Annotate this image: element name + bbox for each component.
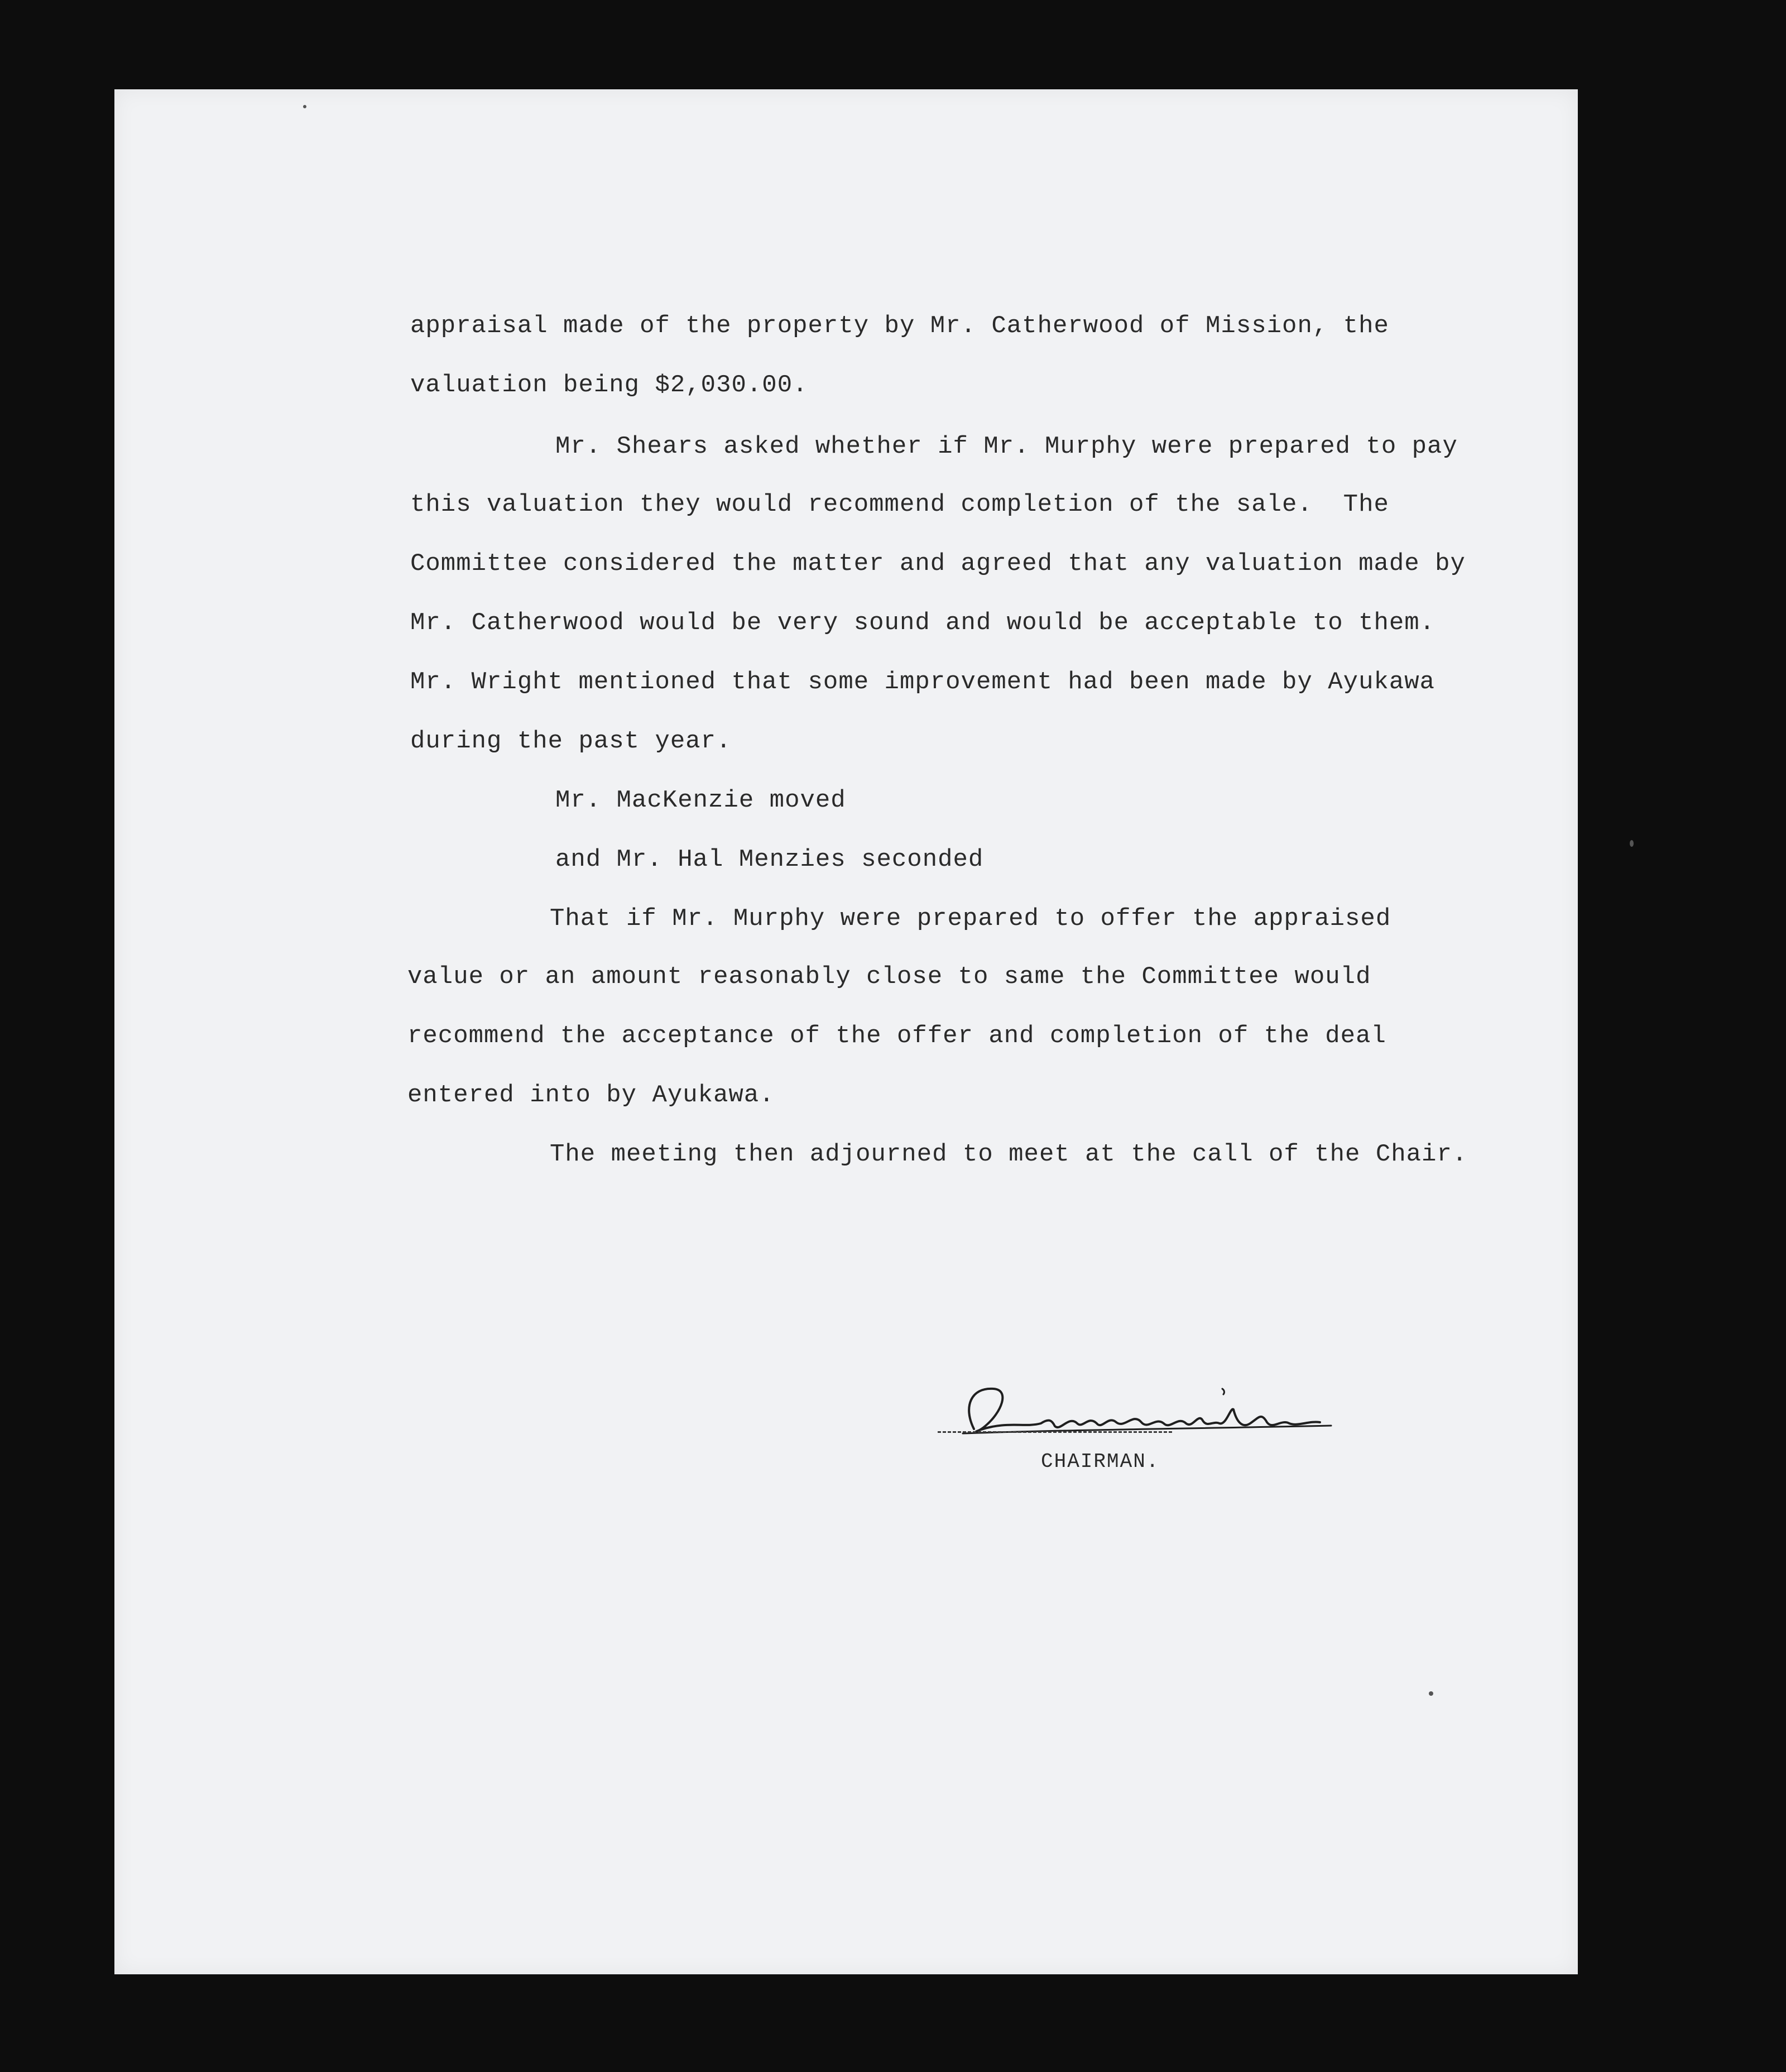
scan-speck xyxy=(1429,1691,1433,1696)
text-line-7: Mr. Wright mentioned that some improvement had been made by Ayukawa xyxy=(410,668,1435,696)
signature-line xyxy=(938,1431,1172,1433)
text-line-14: entered into by Ayukawa. xyxy=(407,1081,775,1109)
text-line-1: appraisal made of the property by Mr. Catherwood of Mission, the xyxy=(410,312,1389,340)
text-line-4: this valuation they would recommend completion of the sale. The xyxy=(410,491,1389,519)
text-line-15: The meeting then adjourned to meet at the call of the Chair. xyxy=(550,1140,1468,1168)
text-line-10: and Mr. Hal Menzies seconded xyxy=(555,846,984,874)
text-line-13: recommend the acceptance of the offer and completion of the deal xyxy=(407,1022,1386,1050)
text-line-8: during the past year. xyxy=(410,727,732,755)
scan-speck xyxy=(1630,840,1634,847)
scan-speck xyxy=(303,105,306,108)
text-line-5: Committee considered the matter and agreed that any valuation made by xyxy=(410,550,1466,578)
text-line-2: valuation being $2,030.00. xyxy=(410,371,808,399)
text-line-3: Mr. Shears asked whether if Mr. Murphy were prepared to pay xyxy=(555,433,1458,461)
text-line-11: That if Mr. Murphy were prepared to offer the appraised xyxy=(550,905,1391,933)
text-line-12: value or an amount reasonably close to same the Committee would xyxy=(407,963,1371,991)
text-line-6: Mr. Catherwood would be very sound and would be acceptable to them. xyxy=(410,609,1435,637)
text-line-9: Mr. MacKenzie moved xyxy=(555,786,846,814)
signature-label: CHAIRMAN. xyxy=(1041,1450,1160,1473)
handwritten-signature xyxy=(940,1368,1365,1451)
paper-sheet xyxy=(114,89,1578,1974)
